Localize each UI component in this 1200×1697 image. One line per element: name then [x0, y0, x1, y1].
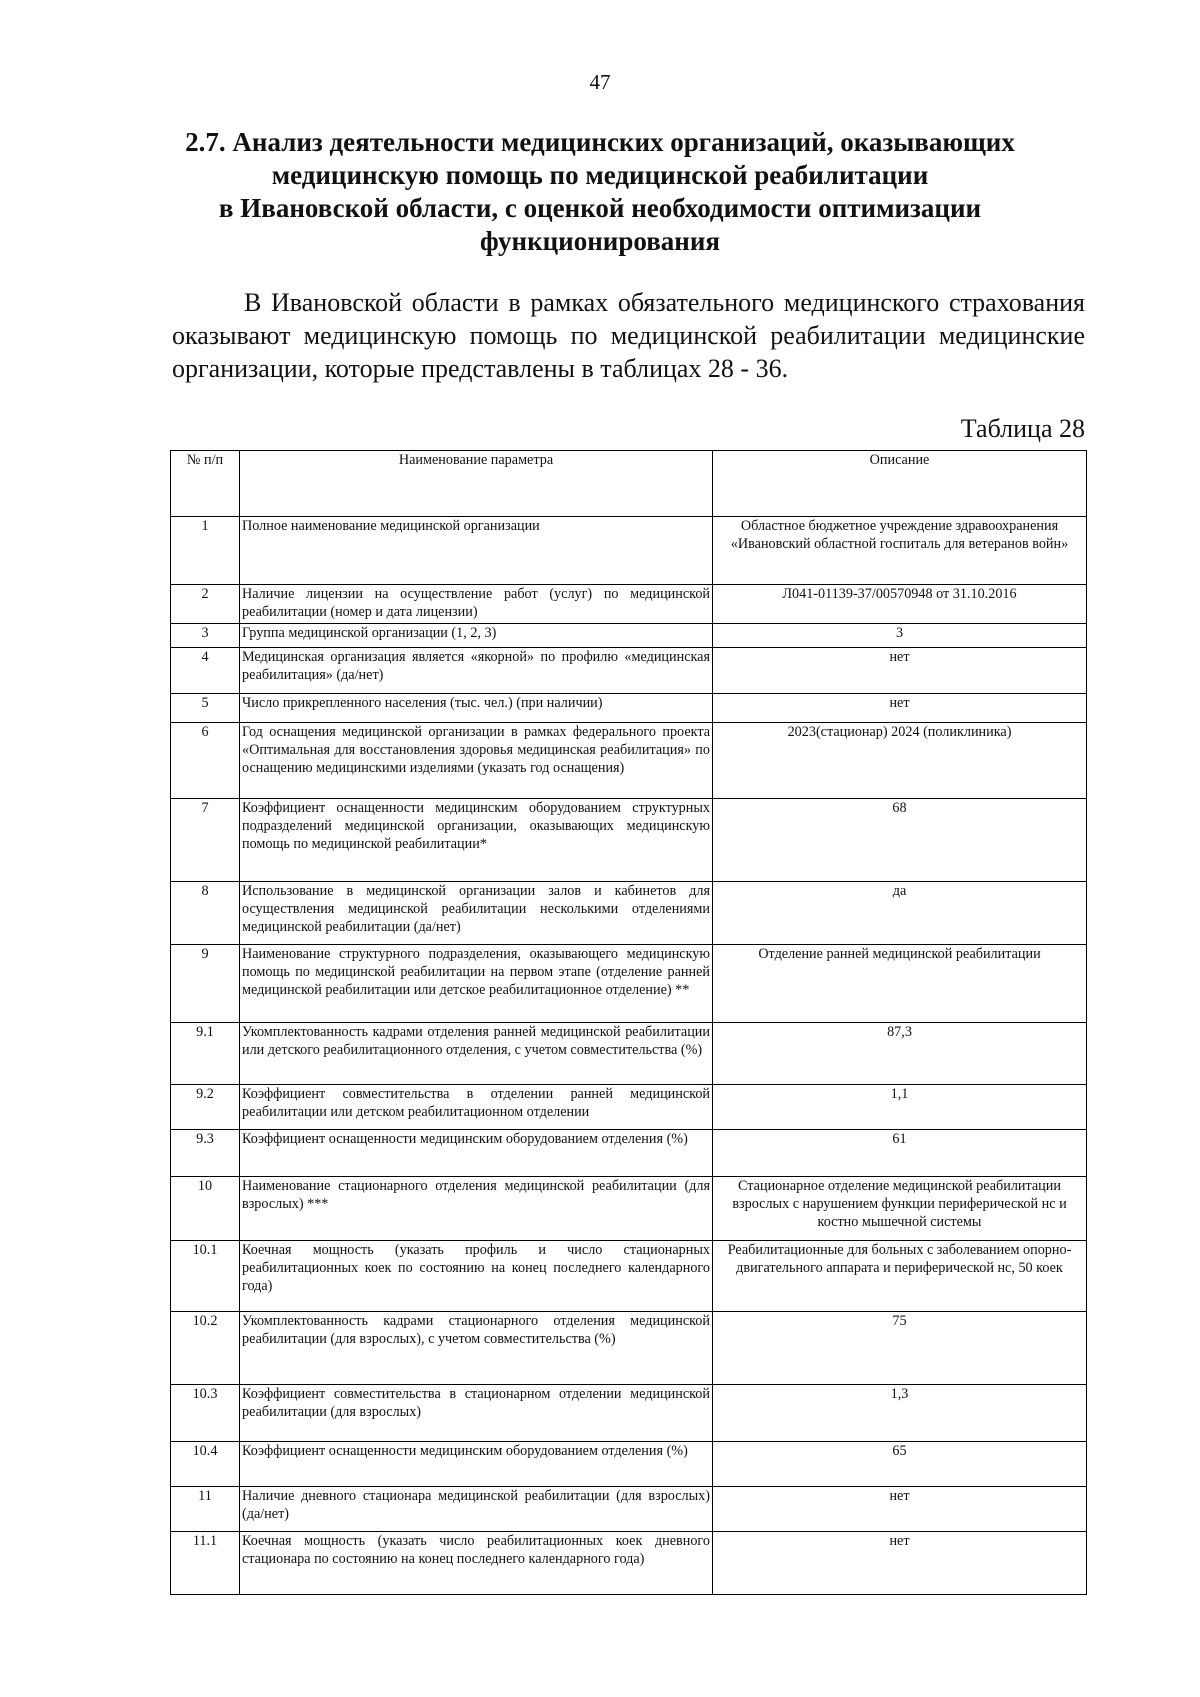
row-num: 8	[171, 882, 240, 945]
row-num: 9.2	[171, 1085, 240, 1130]
row-num: 10.1	[171, 1241, 240, 1312]
row-param: Наличие лицензии на осуществление работ (услуг) по медицинской реабилитации (номер и дата лицензии)	[240, 585, 713, 624]
table-row	[171, 517, 1087, 585]
table-row	[171, 1312, 1087, 1385]
row-param: Коэффициент оснащенности медицинским оборудованием структурных подразделений медицинской организации, оказывающих медицинскую помощь по медицинской реабилитации*	[240, 799, 713, 882]
row-desc: нет	[713, 1532, 1087, 1595]
parameters-table	[170, 450, 1087, 1595]
row-desc: 68	[713, 799, 1087, 882]
row-param: Коэффициент оснащенности медицинским оборудованием отделения (%)	[240, 1442, 713, 1487]
row-param: Коэффициент оснащенности медицинским оборудованием отделения (%)	[240, 1130, 713, 1177]
row-desc: нет	[713, 648, 1087, 694]
row-num: 9	[171, 945, 240, 1023]
row-param: Медицинская организация является «якорной» по профилю «медицинская реабилитация» (да/нет)	[240, 648, 713, 694]
table-row	[171, 1023, 1087, 1085]
header-num: № п/п	[171, 451, 240, 517]
row-desc: 3	[713, 624, 1087, 648]
table-row	[171, 648, 1087, 694]
row-param: Наименование структурного подразделения, оказывающего медицинскую помощь по медицинской реабилитации на первом этапе (отделение ранней медицинской реабилитации или детское реабилитационное отделение) **	[240, 945, 713, 1023]
row-param: Наименование стационарного отделения медицинской реабилитации (для взрослых) ***	[240, 1177, 713, 1241]
table-row	[171, 1085, 1087, 1130]
table-row	[171, 1130, 1087, 1177]
row-num: 3	[171, 624, 240, 648]
row-param: Полное наименование медицинской организации	[240, 517, 713, 585]
row-param: Укомплектованность кадрами стационарного отделения медицинской реабилитации (для взрослых), с учетом совместительства (%)	[240, 1312, 713, 1385]
table-row	[171, 1385, 1087, 1442]
row-desc: нет	[713, 694, 1087, 723]
row-param: Наличие дневного стационара медицинской реабилитации (для взрослых) (да/нет)	[240, 1487, 713, 1532]
row-param: Коэффициент совместительства в стационарном отделении медицинской реабилитации (для взрослых)	[240, 1385, 713, 1442]
table-header-row	[171, 451, 1087, 517]
row-desc: 65	[713, 1442, 1087, 1487]
row-desc: 87,3	[713, 1023, 1087, 1085]
section-title	[150, 126, 1050, 258]
row-desc: Отделение ранней медицинской реабилитации	[713, 945, 1087, 1023]
row-desc: 75	[713, 1312, 1087, 1385]
table-caption: Таблица 28	[960, 414, 1085, 443]
row-num: 11.1	[171, 1532, 240, 1595]
row-desc: Стационарное отделение медицинской реабилитации взрослых с нарушением функции периферической нс и костно мышечной системы	[713, 1177, 1087, 1241]
row-param: Коечная мощность (указать число реабилитационных коек дневного стационара по состоянию на конец последнего календарного года)	[240, 1532, 713, 1595]
row-num: 6	[171, 723, 240, 799]
row-desc: Л041-01139-37/00570948 от 31.10.2016	[713, 585, 1087, 624]
section-title-line: 2.7. Анализ деятельности медицинских организаций, оказывающих	[185, 127, 1015, 157]
row-num: 10	[171, 1177, 240, 1241]
page-number: 47	[589, 70, 611, 94]
table-row	[171, 694, 1087, 723]
table-row	[171, 882, 1087, 945]
row-desc: да	[713, 882, 1087, 945]
row-num: 1	[171, 517, 240, 585]
row-param: Год оснащения медицинской организации в рамках федерального проекта «Оптимальная для восстановления здоровья медицинская реабилитация» по оснащению медицинскими изделиями (указать год оснащения)	[240, 723, 713, 799]
table-row	[171, 723, 1087, 799]
row-desc: 61	[713, 1130, 1087, 1177]
row-num: 9.1	[171, 1023, 240, 1085]
section-title-line: медицинскую помощь по медицинской реабилитации	[271, 160, 929, 190]
table-row	[171, 1177, 1087, 1241]
row-num: 7	[171, 799, 240, 882]
header-param: Наименование параметра	[240, 451, 713, 517]
section-title-line: в Ивановской области, с оценкой необходимости оптимизации	[218, 193, 982, 223]
table-row	[171, 585, 1087, 624]
row-param: Укомплектованность кадрами отделения ранней медицинской реабилитации или детского реабилитационного отделения, с учетом совместительства (%)	[240, 1023, 713, 1085]
row-param: Группа медицинской организации (1, 2, 3)	[240, 624, 713, 648]
table-row	[171, 1532, 1087, 1595]
row-num: 4	[171, 648, 240, 694]
row-num: 2	[171, 585, 240, 624]
row-desc: 1,1	[713, 1085, 1087, 1130]
intro-paragraph: В Ивановской области в рамках обязательного медицинского страхования оказывают медицинскую помощь по медицинской реабилитации медицинские организации, которые представлены в таблицах 28 - 36.	[172, 288, 1085, 383]
table-row	[171, 1241, 1087, 1312]
table-row	[171, 945, 1087, 1023]
table-row	[171, 1442, 1087, 1487]
row-desc: 1,3	[713, 1385, 1087, 1442]
row-num: 10.4	[171, 1442, 240, 1487]
table-row	[171, 1487, 1087, 1532]
row-param: Число прикрепленного населения (тыс. чел.) (при наличии)	[240, 694, 713, 723]
row-num: 10.2	[171, 1312, 240, 1385]
row-desc: Реабилитационные для больных с заболеванием опорно-двигательного аппарата и периферической нс, 50 коек	[713, 1241, 1087, 1312]
row-param: Использование в медицинской организации залов и кабинетов для осуществления медицинской реабилитации несколькими отделениями медицинской реабилитации (да/нет)	[240, 882, 713, 945]
row-num: 10.3	[171, 1385, 240, 1442]
row-param: Коэффициент совместительства в отделении ранней медицинской реабилитации или детском реабилитационном отделении	[240, 1085, 713, 1130]
header-desc: Описание	[713, 451, 1087, 517]
row-param: Коечная мощность (указать профиль и число стационарных реабилитационных коек по состоянию на конец последнего календарного года)	[240, 1241, 713, 1312]
row-num: 11	[171, 1487, 240, 1532]
row-desc: Областное бюджетное учреждение здравоохранения «Ивановский областной госпиталь для ветеранов войн»	[713, 517, 1087, 585]
table-row	[171, 624, 1087, 648]
section-title-line: функционирования	[480, 226, 720, 256]
row-num: 9.3	[171, 1130, 240, 1177]
row-num: 5	[171, 694, 240, 723]
row-desc: нет	[713, 1487, 1087, 1532]
table-row	[171, 799, 1087, 882]
row-desc: 2023(стационар) 2024 (поликлиника)	[713, 723, 1087, 799]
